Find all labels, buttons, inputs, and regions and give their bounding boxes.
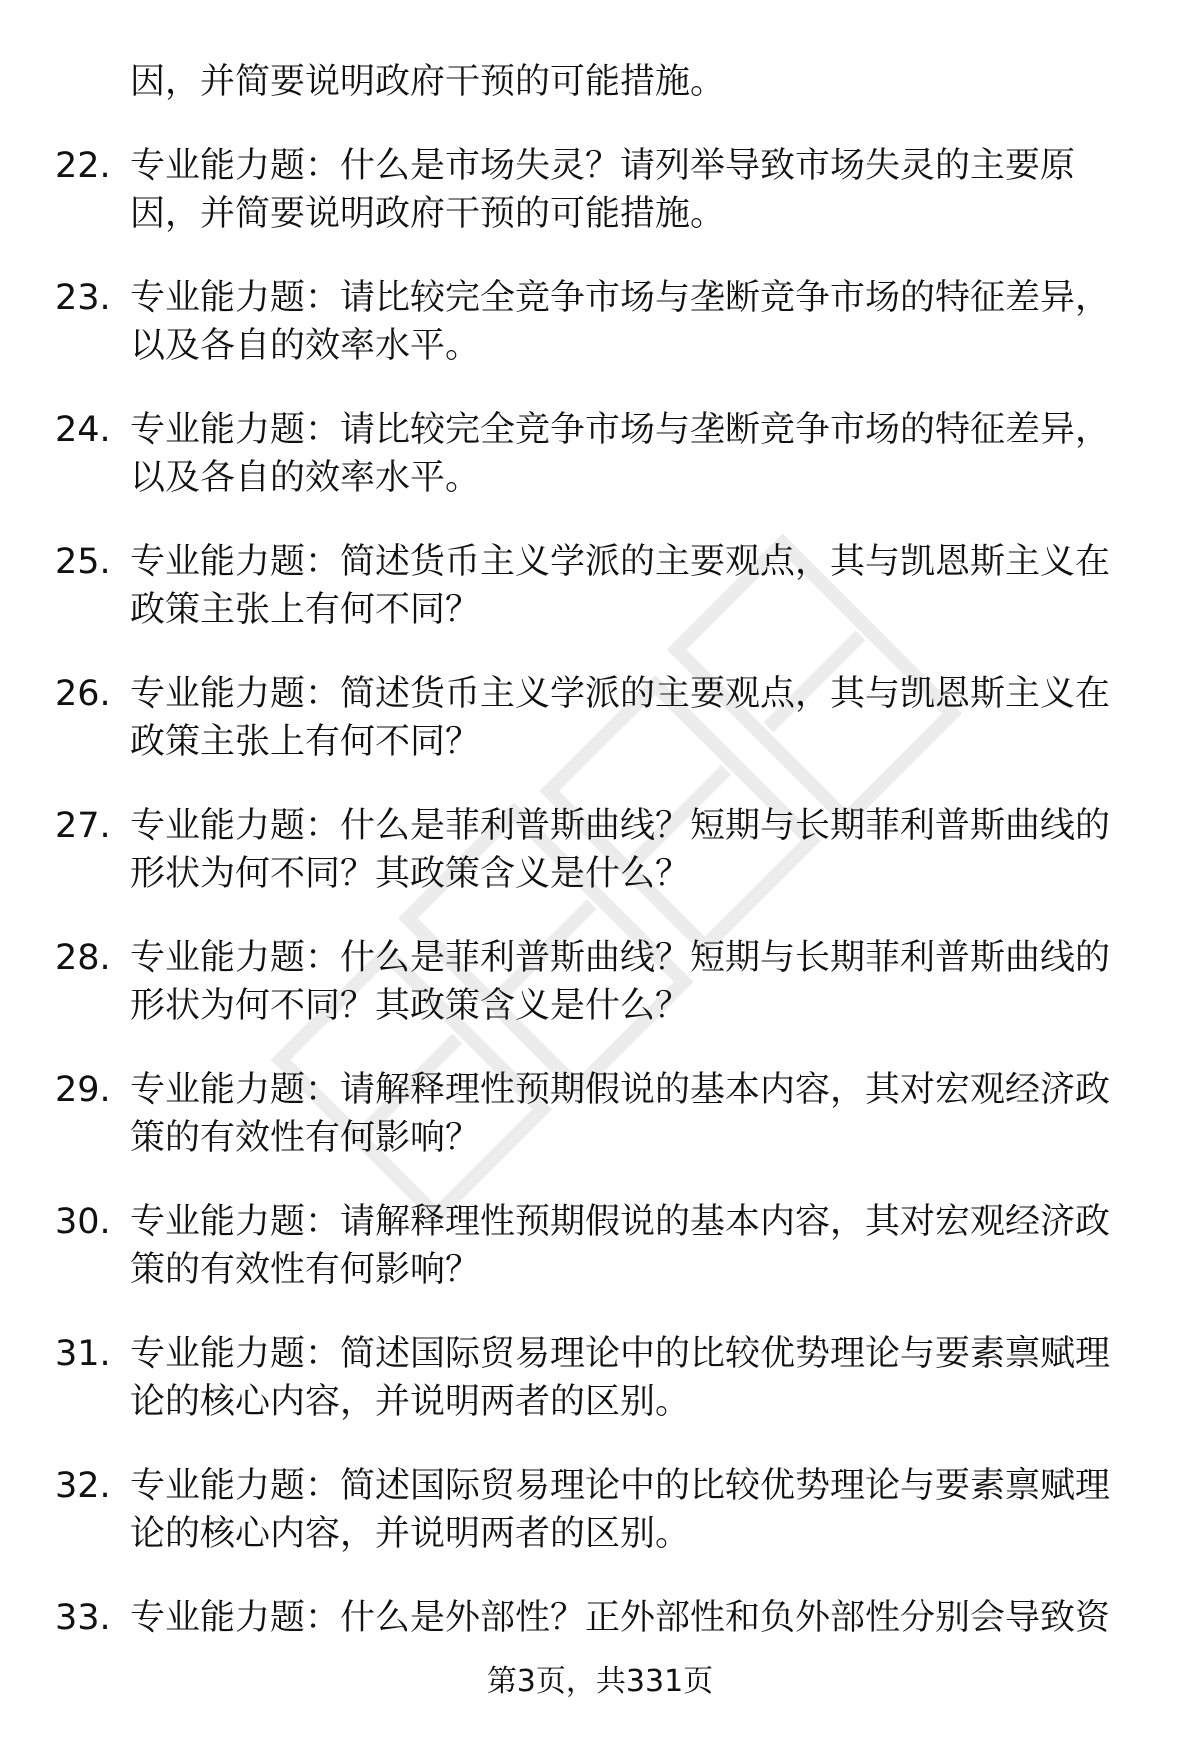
question-text	[130, 406, 1150, 502]
question-number: 23.	[55, 278, 111, 318]
question-line: 因，并简要说明政府干预的可能措施。	[130, 194, 726, 234]
question-line: 专业能力题：请解释理性预期假说的基本内容，其对宏观经济政	[130, 1202, 1111, 1242]
question-text	[130, 1462, 1150, 1558]
question-number: 26.	[55, 674, 111, 714]
question-number: 24.	[55, 410, 111, 450]
question-item-30	[55, 1198, 1155, 1330]
question-line: 专业能力题：简述国际贸易理论中的比较优势理论与要素禀赋理	[130, 1334, 1111, 1374]
question-item-27	[55, 802, 1155, 934]
question-item-32	[55, 1462, 1155, 1594]
question-number: 27.	[55, 806, 111, 846]
page-number-footer: 第3页，共331页	[486, 1664, 714, 1699]
question-number: 28.	[55, 938, 111, 978]
question-number: 30.	[55, 1202, 111, 1242]
question-number: 25.	[55, 542, 111, 582]
question-line: 策的有效性有何影响？	[130, 1250, 481, 1290]
question-line: 政策主张上有何不同？	[130, 722, 481, 762]
question-line: 专业能力题：请比较完全竞争市场与垄断竞争市场的特征差异，	[130, 278, 1111, 318]
question-item-24	[55, 406, 1155, 538]
question-item-23	[55, 274, 1155, 406]
question-line: 专业能力题：简述货币主义学派的主要观点，其与凯恩斯主义在	[130, 542, 1111, 582]
question-text	[130, 1594, 1150, 1642]
question-number: 33.	[55, 1598, 111, 1638]
question-line: 专业能力题：请解释理性预期假说的基本内容，其对宏观经济政	[130, 1070, 1111, 1110]
question-item-26	[55, 670, 1155, 802]
question-number: 31.	[55, 1334, 111, 1374]
question-line: 策的有效性有何影响？	[130, 1118, 481, 1158]
question-line: 政策主张上有何不同？	[130, 590, 481, 630]
question-text	[130, 934, 1150, 1030]
continuation-line: 因，并简要说明政府干预的可能措施。	[130, 62, 726, 102]
question-line: 专业能力题：什么是外部性？正外部性和负外部性分别会导致资	[130, 1598, 1111, 1638]
question-line: 专业能力题：请比较完全竞争市场与垄断竞争市场的特征差异，	[130, 410, 1111, 450]
question-text	[130, 1198, 1150, 1294]
question-line: 专业能力题：简述货币主义学派的主要观点，其与凯恩斯主义在	[130, 674, 1111, 714]
question-text	[130, 1330, 1150, 1426]
question-line: 论的核心内容，并说明两者的区别。	[130, 1382, 691, 1422]
question-text	[130, 670, 1150, 766]
question-line: 专业能力题：什么是菲利普斯曲线？短期与长期菲利普斯曲线的	[130, 806, 1111, 846]
question-line: 专业能力题：什么是菲利普斯曲线？短期与长期菲利普斯曲线的	[130, 938, 1111, 978]
question-line: 以及各自的效率水平。	[130, 458, 481, 498]
question-line: 形状为何不同？其政策含义是什么？	[130, 854, 691, 894]
question-number: 22.	[55, 146, 111, 186]
question-number: 29.	[55, 1070, 111, 1110]
question-item-29	[55, 1066, 1155, 1198]
question-text	[130, 802, 1150, 898]
question-line: 以及各自的效率水平。	[130, 326, 481, 366]
question-item-28	[55, 934, 1155, 1066]
question-list	[55, 142, 1155, 1726]
question-text	[130, 538, 1150, 634]
question-text	[130, 1066, 1150, 1162]
question-text	[130, 274, 1150, 370]
question-item-31	[55, 1330, 1155, 1462]
question-line: 形状为何不同？其政策含义是什么？	[130, 986, 691, 1026]
question-number: 32.	[55, 1466, 111, 1506]
question-item-25	[55, 538, 1155, 670]
question-text	[130, 142, 1150, 238]
question-line: 专业能力题：简述国际贸易理论中的比较优势理论与要素禀赋理	[130, 1466, 1111, 1506]
question-line: 专业能力题：什么是市场失灵？请列举导致市场失灵的主要原	[130, 146, 1076, 186]
question-item-22	[55, 142, 1155, 274]
question-line: 论的核心内容，并说明两者的区别。	[130, 1514, 691, 1554]
question-item-33	[55, 1594, 1155, 1726]
